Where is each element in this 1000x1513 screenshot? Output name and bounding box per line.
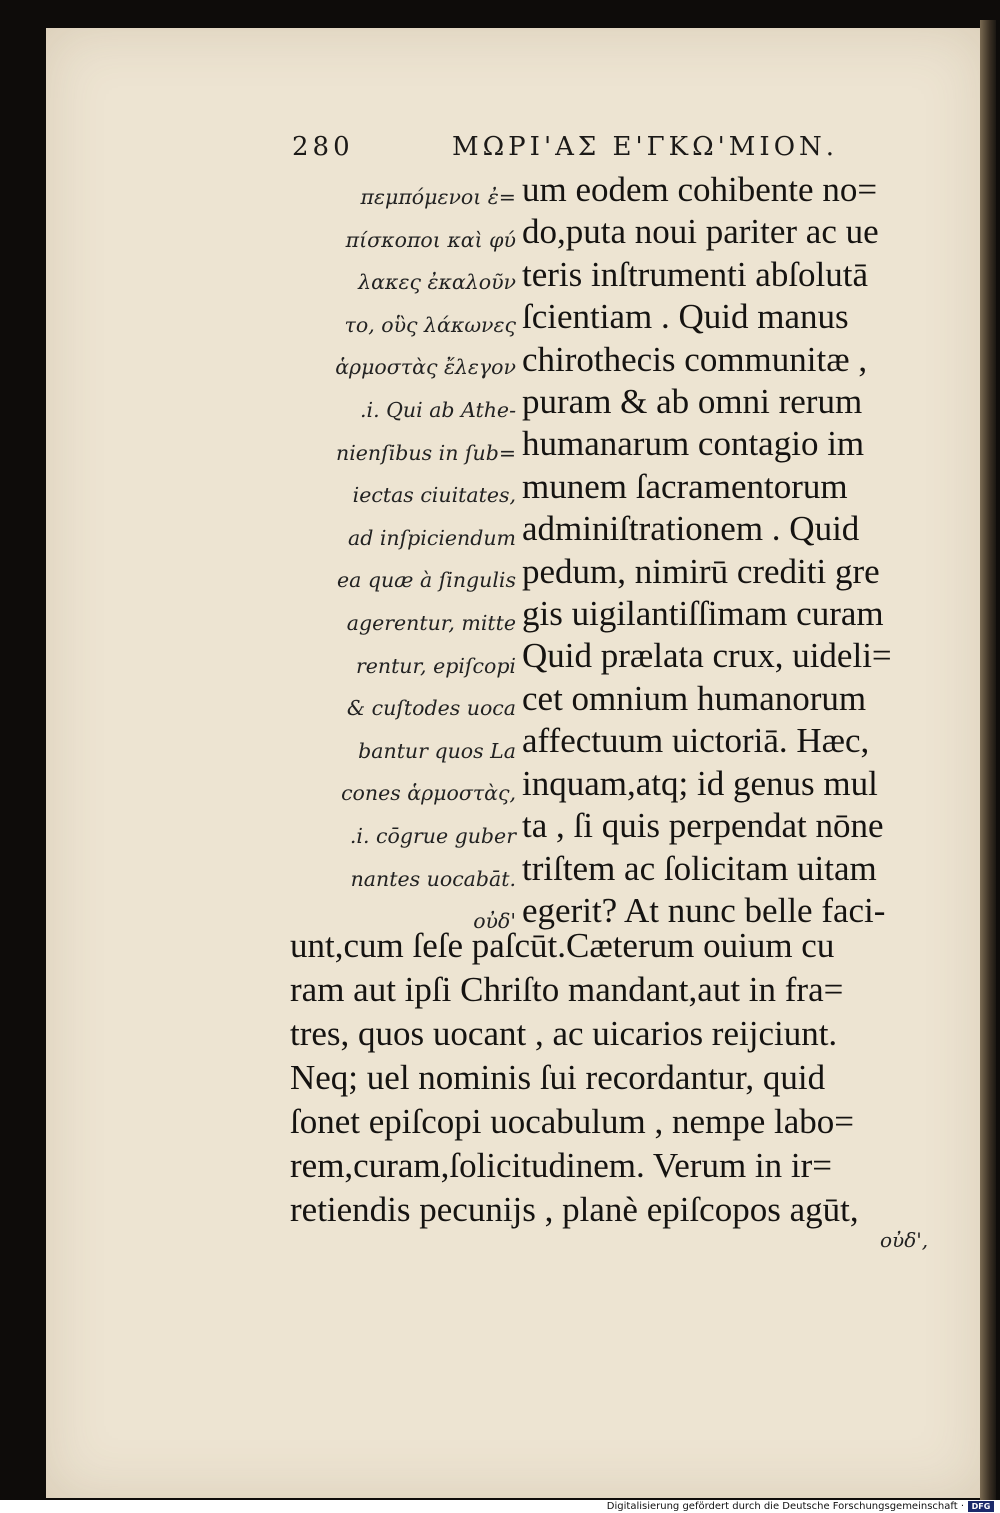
margin-note-line: rentur, epiſcopi — [355, 653, 516, 678]
text-line: Neq; uel nominis ſui recordantur, quid — [290, 1058, 826, 1097]
text-line: affectuum uictoriā. Hæc, — [522, 721, 870, 761]
text-line: munem ſacramentorum — [522, 466, 848, 506]
text-line: do,puta noui pariter ac ue — [522, 212, 879, 252]
catchword: οὐδ', — [880, 1228, 929, 1252]
footer-bar — [0, 1500, 1000, 1513]
margin-note-line: bantur quos La — [358, 738, 516, 763]
text-line: ſonet epiſcopi uocabulum , nempe labo= — [290, 1102, 855, 1141]
margin-note-line: ad inſpiciendum — [347, 525, 516, 550]
margin-note-line: το, οὓς λάκωνες — [344, 312, 516, 337]
margin-note-line: ἁρμοστὰς ἔλεγον — [335, 355, 516, 380]
margin-note-line: iectas ciuitates, — [352, 483, 516, 508]
margin-note — [276, 176, 516, 943]
text-line: pedum, nimirū crediti gre — [522, 551, 880, 591]
text-line: triſtem ac ſolicitam uitam — [522, 848, 877, 888]
margin-note-line: λακες ἐκαλοῦν — [358, 270, 516, 295]
text-line: cet omnium humanorum — [522, 678, 867, 718]
body-text-column — [522, 169, 942, 932]
page-number: 280 — [292, 132, 354, 162]
page-header — [292, 132, 848, 166]
text-line: teris inſtrumenti abſolutā — [522, 254, 869, 294]
margin-note-line: πεμπόμενοι ἐ= — [360, 185, 516, 209]
dfg-logo: DFG — [968, 1501, 994, 1512]
margin-note-line: nienſibus in ſub= — [336, 440, 516, 465]
text-line: adminiſtrationem . Quid — [522, 509, 860, 549]
text-line: ta , ſi quis perpendat nōne — [522, 806, 884, 846]
text-line: retiendis pecunijs , planè epiſcopos agūt, — [290, 1190, 859, 1229]
margin-note-line: πίσκοποι καὶ φύ — [345, 227, 516, 252]
margin-note-line: .i. Qui ab Athe- — [360, 397, 516, 422]
text-line: egerit? At nunc belle faci- — [522, 890, 886, 930]
text-line: gis uigilantiſſimam curam — [522, 594, 884, 634]
margin-note-line: cones ἁρμοστὰς, — [341, 781, 516, 806]
text-line: Quid prælata crux, uideli= — [522, 636, 892, 676]
text-line: unt,cum ſeſe paſcūt.Cæterum ouium cu — [290, 926, 835, 965]
text-line: chirothecis communitæ , — [522, 339, 868, 379]
margin-note-line: & cuſtodes uoca — [346, 696, 516, 721]
text-line: puram & ab omni rerum — [522, 382, 863, 422]
funding-credit: Digitalisierung gefördert durch die Deutsche Forschungsgemeinschaft · — [606, 1501, 964, 1512]
text-line: inquam,atq; id genus mul — [522, 763, 878, 803]
margin-note-line: nantes uocabāt. — [350, 866, 516, 891]
page-edge — [980, 20, 996, 1500]
margin-note-line: .i. cōgrue guber — [349, 823, 516, 848]
text-line: rem,curam,ſolicitudinem. Verum in ir= — [290, 1146, 833, 1185]
body-text-full-width — [290, 924, 945, 1232]
margin-note-line: ea quæ à ſingulis — [336, 568, 516, 593]
text-line: um eodem cohibente no= — [522, 170, 878, 209]
text-line: ram aut ipſi Chriſto mandant,aut in fra= — [290, 970, 844, 1009]
margin-note-line: agerentur, mitte — [346, 610, 516, 635]
running-title: ΜΩΡΙ'ΑΣ Ε'ΓΚΩ'ΜΙΟΝ. — [452, 132, 839, 162]
margin-note-line: οὐδ' — [473, 909, 516, 934]
text-line: ſcientiam . Quid manus — [522, 297, 849, 337]
text-line: humanarum contagio im — [522, 424, 865, 464]
text-line: tres, quos uocant , ac uicarios reijciunt. — [290, 1014, 838, 1053]
